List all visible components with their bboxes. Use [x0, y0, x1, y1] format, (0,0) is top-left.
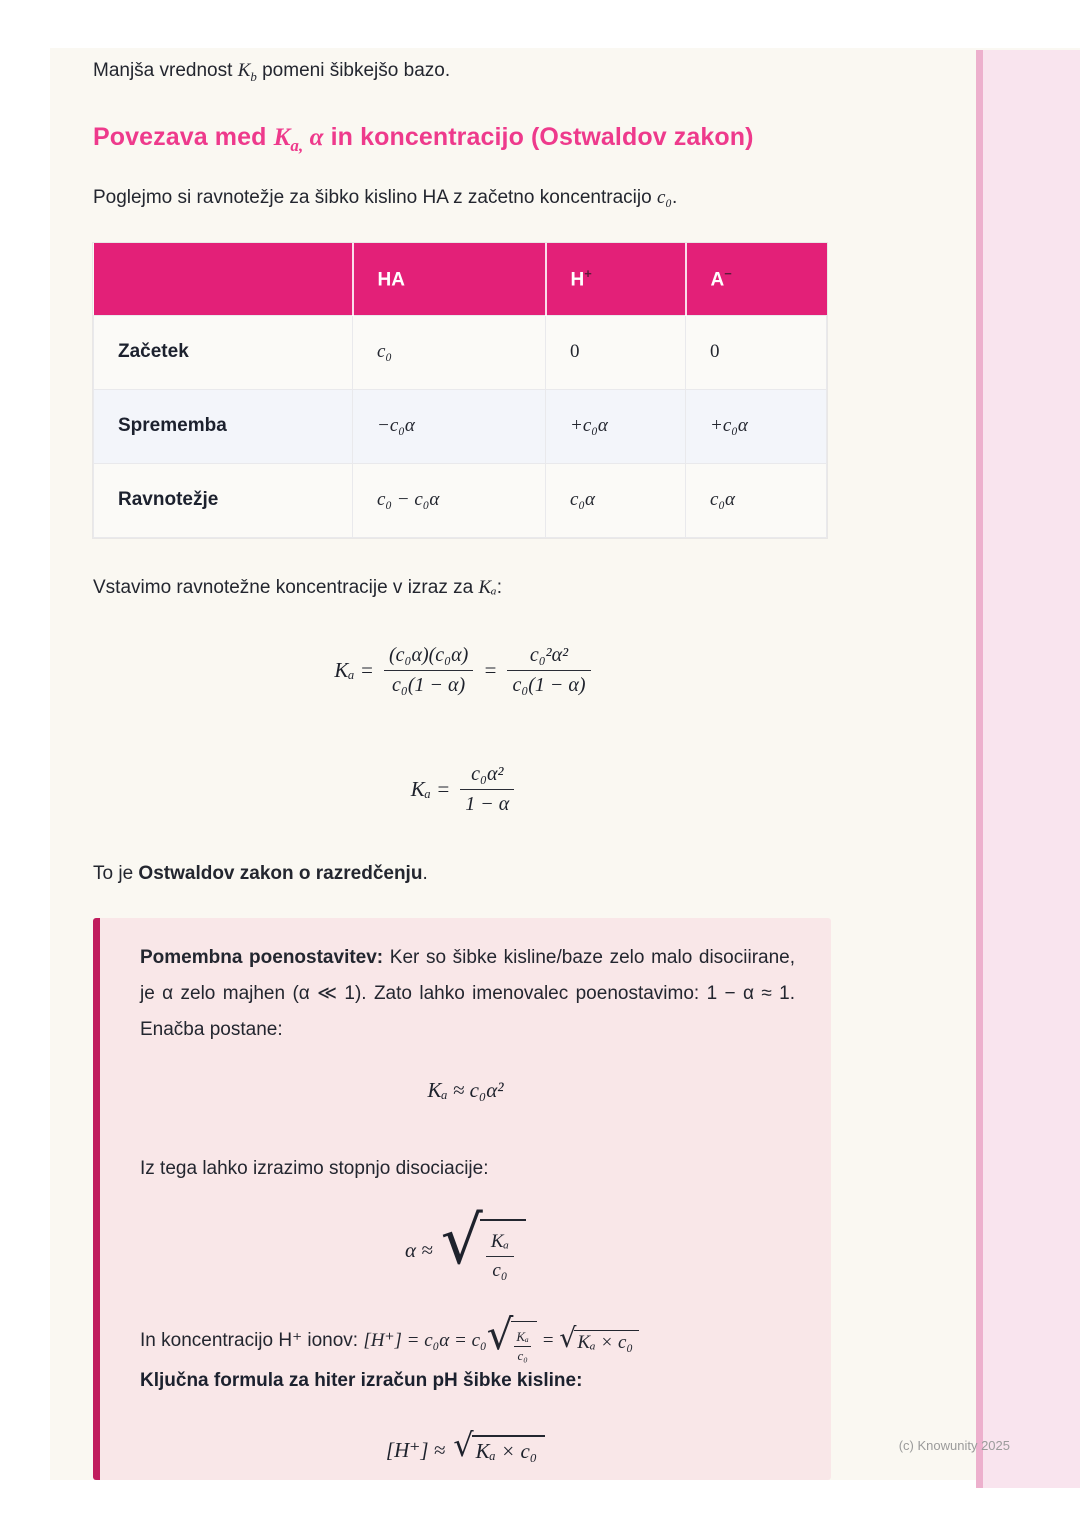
root-expression: Kₐ × c₀ [577, 1332, 633, 1353]
fraction-numerator: c₀²α² [507, 644, 590, 671]
equals-sign: = [483, 657, 498, 682]
table-cell: +c₀α [686, 389, 827, 463]
ice-table-header [94, 243, 827, 315]
formula-ostwald-law [93, 754, 832, 824]
col-header-a-minus [686, 243, 827, 315]
box-paragraph-bold: Pomembna poenostavitev: [140, 947, 384, 968]
fraction [507, 644, 590, 697]
square-root [559, 1323, 639, 1354]
sqrt-content [574, 1330, 639, 1354]
col-header-label: H [570, 269, 585, 291]
col-header-label: A [710, 269, 725, 291]
para-substitute [93, 574, 833, 602]
row-label: Ravnotežje [94, 463, 353, 537]
box-paragraph [140, 940, 795, 1048]
sqrt-radical-icon: √ [486, 1310, 514, 1359]
table-cell: 0 [546, 315, 686, 389]
fraction-denominator: c₀ [492, 1260, 508, 1281]
table-cell: c₀ [353, 315, 546, 389]
formula-lhs: α ≈ [404, 1238, 433, 1262]
formula-ka-approx [100, 1078, 831, 1103]
math-alpha: α [303, 124, 324, 151]
root-expression: Kₐ × c₀ [475, 1439, 538, 1463]
fraction-denominator: c₀ [517, 1348, 528, 1363]
row-label: Začetek [94, 315, 353, 389]
square-root [440, 1202, 526, 1282]
table-cell: c₀α [546, 463, 686, 537]
math-k: K [273, 124, 291, 151]
fraction-denominator: c₀(1 − α) [512, 673, 586, 696]
para-equilibrium-intro [93, 184, 833, 212]
col-header-empty [94, 243, 353, 315]
square-root [453, 1426, 545, 1464]
intro-text-pre: Manjša vrednost [93, 60, 238, 81]
fraction-numerator: Kₐ [486, 1231, 514, 1257]
fraction-denominator: c₀(1 − α) [392, 673, 466, 696]
sqrt-content [480, 1219, 526, 1282]
sqrt-radical-icon: √ [559, 1323, 577, 1354]
square-root [486, 1310, 537, 1364]
math-ka-heading [273, 124, 304, 155]
formula-lhs: Kₐ = [334, 657, 374, 682]
formula-alpha-sqrt [100, 1202, 831, 1282]
math-kb [237, 60, 257, 84]
intro-text-post: pomeni šibkejšo bazo. [256, 60, 451, 81]
math-c0: c₀ [656, 187, 672, 208]
formula-text: Kₐ ≈ c₀α² [427, 1078, 504, 1102]
fraction-numerator: Kₐ [514, 1329, 530, 1347]
box-line-h-concentration [140, 1310, 807, 1364]
table-cell: 0 [686, 315, 827, 389]
line-math: [H⁺] = c₀α = c₀ [363, 1330, 487, 1352]
table-cell: −c₀α [353, 389, 546, 463]
para-text-pre: Vstavimo ravnotežne koncentracije v izraz za [93, 577, 479, 598]
para-text-pre: Poglejmo si ravnotežje za šibko kislino HA z začetno koncentracijo [93, 187, 657, 208]
box-paragraph-text: Ker so šibke kisline/baze zelo malo disociirane, je α zelo majhen (α ≪ 1). Zato lahko imenovalec poenostavimo: 1 − α ≈ 1. Enačba postane: [140, 947, 796, 1040]
fraction [486, 1231, 514, 1282]
math-ka: Kₐ [478, 577, 497, 598]
table-cell: +c₀α [546, 389, 686, 463]
line-text-pre: In koncentracijo H⁺ ionov: [140, 1330, 364, 1352]
box-key-formula-label: Ključna formula za hiter izračun pH šibke kisline: [140, 1370, 583, 1391]
para-text-post: . [672, 187, 678, 208]
fraction [514, 1329, 530, 1364]
section-heading [93, 123, 973, 156]
col-header-sup: + [584, 266, 592, 282]
col-header-label: HA [377, 269, 405, 291]
fraction-numerator: (c₀α)(c₀α) [384, 644, 473, 671]
math-k-sub: b [250, 68, 257, 84]
fraction-numerator: c₀α² [460, 763, 514, 790]
fraction [384, 644, 473, 697]
formula-ka-expanded [93, 628, 832, 712]
formula-h-plus-result [100, 1426, 831, 1464]
para-text-post: : [496, 577, 502, 598]
col-header-h-plus [546, 243, 686, 315]
formula-lhs: [H⁺] ≈ [385, 1438, 446, 1462]
ostwald-statement [93, 860, 833, 888]
col-header-ha [353, 243, 546, 315]
statement-post: . [422, 863, 428, 884]
sqrt-radical-icon: √ [440, 1202, 483, 1279]
box-line-dissociation: Iz tega lahko izrazimo stopnjo disociacije: [140, 1158, 489, 1179]
table-row-zacetek [94, 315, 827, 389]
table-row-ravnotezje [94, 463, 827, 537]
fraction [460, 763, 514, 816]
row-label: Sprememba [94, 389, 353, 463]
math-k: K [237, 60, 251, 81]
table-cell: c₀α [686, 463, 827, 537]
sqrt-content [472, 1435, 545, 1464]
highlight-box [93, 918, 831, 1480]
intro-line [93, 57, 833, 87]
statement-pre: To je [93, 863, 139, 884]
statement-bold: Ostwaldov zakon o razredčenju [138, 863, 423, 884]
fraction-denominator: 1 − α [465, 792, 510, 815]
ice-table [93, 243, 827, 538]
watermark: (c) Knowunity 2025 [898, 1438, 1010, 1453]
math-k-sub: a, [290, 136, 304, 155]
formula-lhs: Kₐ = [410, 776, 451, 801]
right-watermark-strip [976, 50, 1080, 1488]
col-header-sup: − [724, 266, 732, 282]
heading-text-post: in koncentracijo (Ostwaldov zakon) [323, 123, 754, 151]
table-cell: c₀ − c₀α [353, 463, 546, 537]
sqrt-radical-icon: √ [453, 1426, 474, 1464]
sqrt-content [511, 1321, 536, 1364]
heading-text-pre: Povezava med [93, 123, 274, 151]
table-row-sprememba [94, 389, 827, 463]
equals-sign: = [536, 1330, 560, 1352]
